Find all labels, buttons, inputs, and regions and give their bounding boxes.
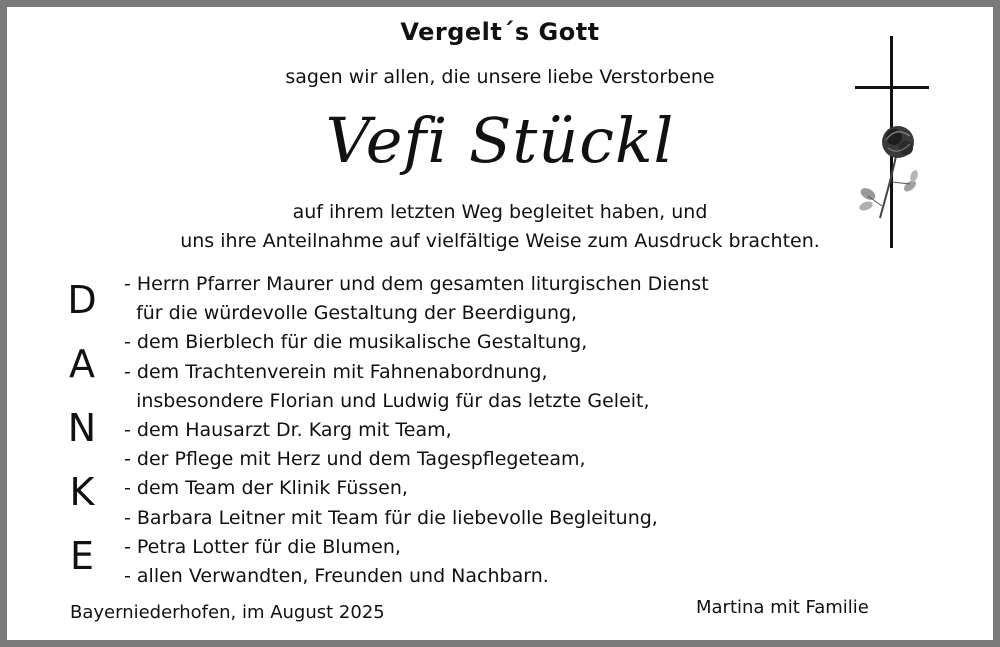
danke-vertical xyxy=(62,272,102,592)
list-item: - allen Verwandten, Freunden und Nachbarn. xyxy=(124,565,549,588)
list-item: - dem Bierblech für die musikalische Gestaltung, xyxy=(124,331,588,354)
place-date: Bayerniederhofen, im August 2025 xyxy=(70,602,385,623)
cross-with-rose-icon xyxy=(852,36,934,252)
list-item: - Petra Lotter für die Blumen, xyxy=(124,535,401,558)
list-item: - dem Team der Klinik Füssen, xyxy=(124,477,408,500)
danke-letter: A xyxy=(69,342,95,386)
list-item: - Barbara Leitner mit Team für die liebevolle Begleitung, xyxy=(124,506,658,529)
list-item: - dem Trachtenverein mit Fahnenabordnung, xyxy=(124,360,548,383)
list-item: - der Pflege mit Herz und dem Tagespflegeteam, xyxy=(124,448,586,471)
intro-text: sagen wir allen, die unsere liebe Verstorbene xyxy=(285,66,715,88)
danke-letter: K xyxy=(69,470,95,514)
thanks-line-1: auf ihrem letzten Weg begleitet haben, und xyxy=(292,201,708,223)
notice-heading: Vergelt´s Gott xyxy=(400,18,600,46)
thanks-line-2: uns ihre Anteilnahme auf vielfältige Weise zum Ausdruck brachten. xyxy=(180,230,820,252)
list-item: - Herrn Pfarrer Maurer und dem gesamten liturgischen Dienst xyxy=(124,273,709,295)
danke-letter: E xyxy=(69,534,94,578)
list-item: für die würdevolle Gestaltung der Beerdigung, xyxy=(124,302,578,325)
deceased-name: Vefi Stückl xyxy=(325,104,675,177)
danke-letter: D xyxy=(67,278,97,322)
danke-letter: N xyxy=(67,406,97,450)
signer-name: Martina mit Familie xyxy=(696,597,869,618)
list-item: insbesondere Florian und Ludwig für das letzte Geleit, xyxy=(124,389,650,412)
acknowledgement-list xyxy=(124,270,709,591)
list-item: - dem Hausarzt Dr. Karg mit Team, xyxy=(124,419,452,442)
